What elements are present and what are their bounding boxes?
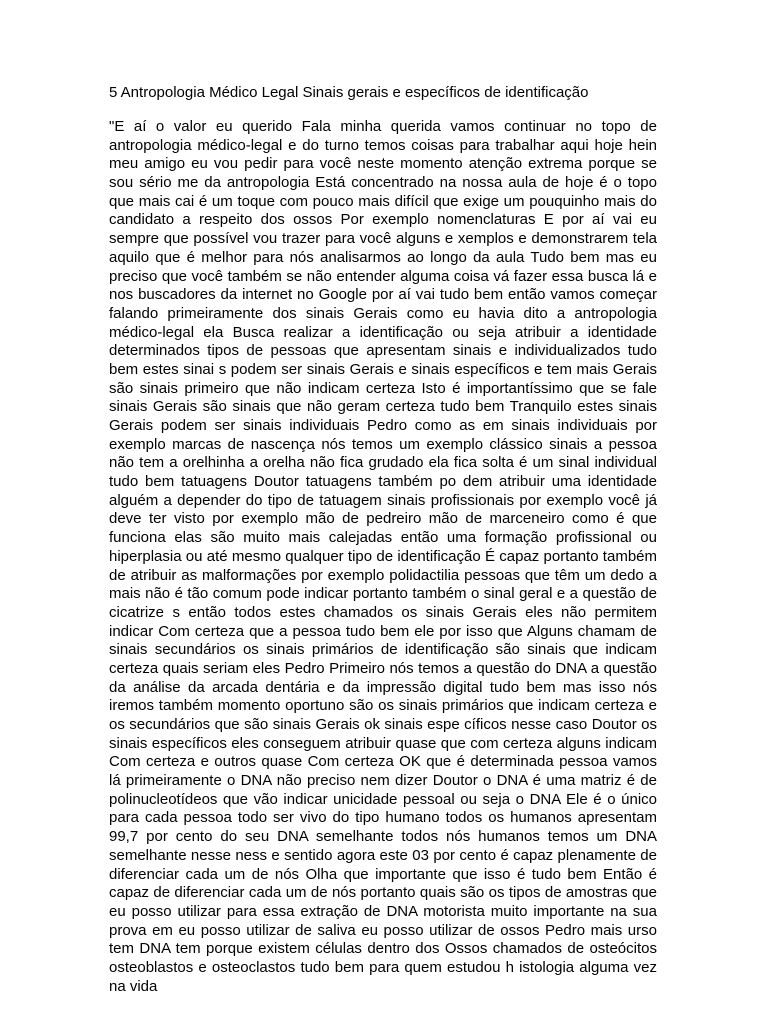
document-title: 5 Antropologia Médico Legal Sinais gerais e específicos de identificação xyxy=(109,84,589,101)
document-page xyxy=(109,84,657,996)
document-body: "E aí o valor eu querido Fala minha querida vamos continuar no topo de antropologia médico-legal e do turno temos coisas para trabalhar aqui hoje hein meu amigo eu vou pedir para você neste momento atenção extrema porque se sou sério me da antropologia Está concentrado na nossa aula de hoje é o topo que mais cai é um toque com pouco mais difícil que exige um pouquinho mais do candidato a respeito dos ossos Por exemplo nomenclaturas E por aí vai eu sempre que possível vou trazer para você alguns e xemplos e demonstrarem tela aquilo que é melhor para nós analisarmos ao longo da aula Tudo bem mas eu preciso que você também se não entender alguma coisa vá fazer essa busca lá e nos buscadores da internet no Google por aí vai tudo bem então vamos começar falando primeiramente dos sinais Gerais como eu havia dito a antropologia médico-legal ela Busca realizar a identificação ou seja atribuir a identidade determinados tipos de pessoas que apresentam sinais e individualizados tudo bem estes sinai s podem ser sinais Gerais e sinais específicos e tem mais Gerais são sinais primeiro que não indicam certeza Isto é importantíssimo que se fale sinais Gerais são sinais que não geram certeza tudo bem Tranquilo estes sinais Gerais podem ser sinais individuais Pedro como as em sinais individuais por exemplo marcas de nascença nós temos um exemplo clássico sinais a pessoa não tem a orelhinha a orelha não fica grudado ela fica solta é um sinal individual tudo bem tatuagens Doutor tatuagens também po dem atribuir uma identidade alguém a depender do tipo de tatuagem sinais profissionais por exemplo você já deve ter visto por exemplo mão de pedreiro mão de marceneiro como é que funciona elas são muito mais calejadas então uma formação profissional ou hiperplasia ou até mesmo qualquer tipo de identificação É capaz portanto também de atribuir as malformações por exemplo polidactilia pessoas que têm um dedo a mais não é tão comum pode indicar portanto também o sinal geral e a questão de cicatrize s então todos estes chamados os sinais Gerais eles não permitem indicar Com certeza que a pessoa tudo bem ele por isso que Alguns chamam de sinais secundários os sinais primários de identificação são sinais que indicam certeza quais seriam eles Pedro Primeiro nós temos a questão do DNA a questão da análise da arcada dentária e da impressão digital tudo bem mas isso nós iremos também momento oportuno são os sinais primários que indicam certeza e os secundários que são sinais Gerais ok sinais espe cíficos nesse caso Doutor os sinais específicos eles conseguem atribuir quase que com certeza alguns indicam Com certeza e outros quase Com certeza OK que é determinada pessoa vamos lá primeiramente o DNA não preciso nem dizer Doutor o DNA é uma matriz é de polinucleotídeos que vão indicar unicidade pessoal ou seja o DNA Ele é o único para cada pessoa todo ser vivo do tipo humano todos os humanos apresentam 99,7 por cento do seu DNA semelhante todos nós humanos temos um DNA semelhante nesse ness e sentido agora este 03 por cento é capaz plenamente de diferenciar cada um de nós Olha que importante que isso é tudo bem Então é capaz de diferenciar cada um de nós portanto quais são os tipos de amostras que eu posso utilizar para essa extração de DNA motorista muito importante na sua prova em eu posso utilizar de saliva eu posso utilizar de ossos Pedro mais urso tem DNA tem porque existem células dentro dos Ossos chamados de osteócitos osteoblastos e osteoclastos tudo bem para quem estudou h istologia alguma vez na vida xyxy=(109,118,657,995)
